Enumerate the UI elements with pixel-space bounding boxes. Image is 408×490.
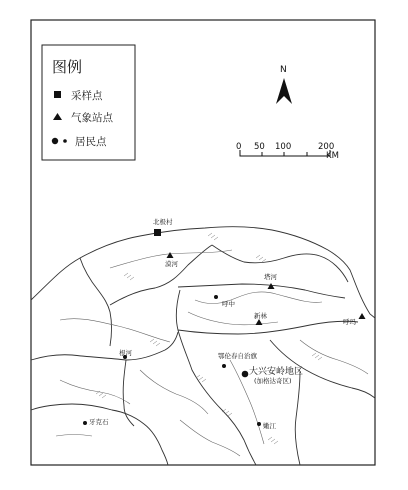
legend	[42, 45, 135, 160]
label-xinlin: 新林	[254, 312, 267, 320]
label-elunchun: 鄂伦春自治旗	[218, 352, 257, 360]
legend-title: 图例	[52, 58, 83, 76]
legend-large-dot-symbol	[52, 138, 58, 144]
boundary-2	[178, 284, 345, 298]
hatch-2	[208, 233, 218, 240]
legend-square-symbol	[54, 91, 61, 98]
settlement-daxinganling	[242, 371, 249, 378]
hatch-9	[268, 437, 278, 444]
hatch-1	[124, 273, 134, 280]
settlement-yakeshi	[83, 421, 87, 425]
label-mohe: 漠河	[165, 260, 178, 268]
hatch-6	[256, 255, 266, 262]
scale-unit: KM	[326, 151, 339, 161]
boundary-5	[31, 332, 178, 360]
boundary-10	[212, 245, 348, 282]
boundaries	[31, 227, 375, 465]
river-9	[56, 435, 92, 437]
settlement-nenjiang	[257, 422, 261, 426]
scale-tick-200: 200	[318, 142, 335, 152]
terrain-hatches	[96, 233, 322, 444]
boundary-11	[80, 258, 112, 346]
river-8	[300, 340, 368, 374]
region-outline	[31, 227, 375, 318]
river-2	[195, 292, 322, 304]
north-arrow-icon	[276, 78, 292, 104]
label-jiagedaqi: (加格达奇区)	[254, 377, 292, 385]
label-yakeshi: 牙克石	[89, 418, 109, 426]
label-tahe: 塔河	[264, 273, 277, 281]
settlement-huzhong	[214, 295, 218, 299]
boundary-3	[176, 290, 358, 334]
label-nenjiang: 嫩江	[263, 422, 276, 430]
label-genhe: 根河	[119, 349, 132, 357]
hatch-3	[150, 339, 160, 346]
map-points	[83, 229, 366, 426]
legend-item-settlement: 居民点	[75, 136, 107, 148]
settlement-elunchun	[222, 364, 226, 368]
sampling-point-beijicun	[154, 229, 161, 236]
weather-station-tahe	[268, 283, 275, 289]
legend-small-dot-symbol	[63, 139, 67, 143]
hatch-4	[196, 375, 206, 382]
scale-tick-50: 50	[254, 142, 265, 152]
boundary-6	[31, 404, 168, 465]
label-huma: 呼玛	[343, 318, 356, 326]
label-daxinganling: 大兴安岭地区	[249, 367, 304, 377]
north-arrow	[276, 65, 292, 104]
boundary-4	[178, 330, 256, 465]
river-3	[60, 319, 170, 342]
river-10	[180, 420, 240, 456]
weather-station-huma	[359, 313, 366, 319]
legend-item-weather-station: 气象站点	[71, 112, 113, 124]
scale-tick-0: 0	[236, 142, 242, 152]
scale-tick-100: 100	[275, 142, 292, 152]
label-huzhong: 呼中	[222, 300, 235, 308]
hatch-7	[312, 353, 322, 360]
scale-bar	[236, 142, 339, 161]
legend-item-sampling-point: 采样点	[71, 90, 103, 102]
north-arrow-label: N	[280, 65, 287, 75]
boundary-9	[295, 372, 300, 465]
weather-station-mohe	[167, 252, 174, 258]
label-beijicun: 北极村	[153, 218, 173, 226]
river-7	[60, 380, 130, 404]
